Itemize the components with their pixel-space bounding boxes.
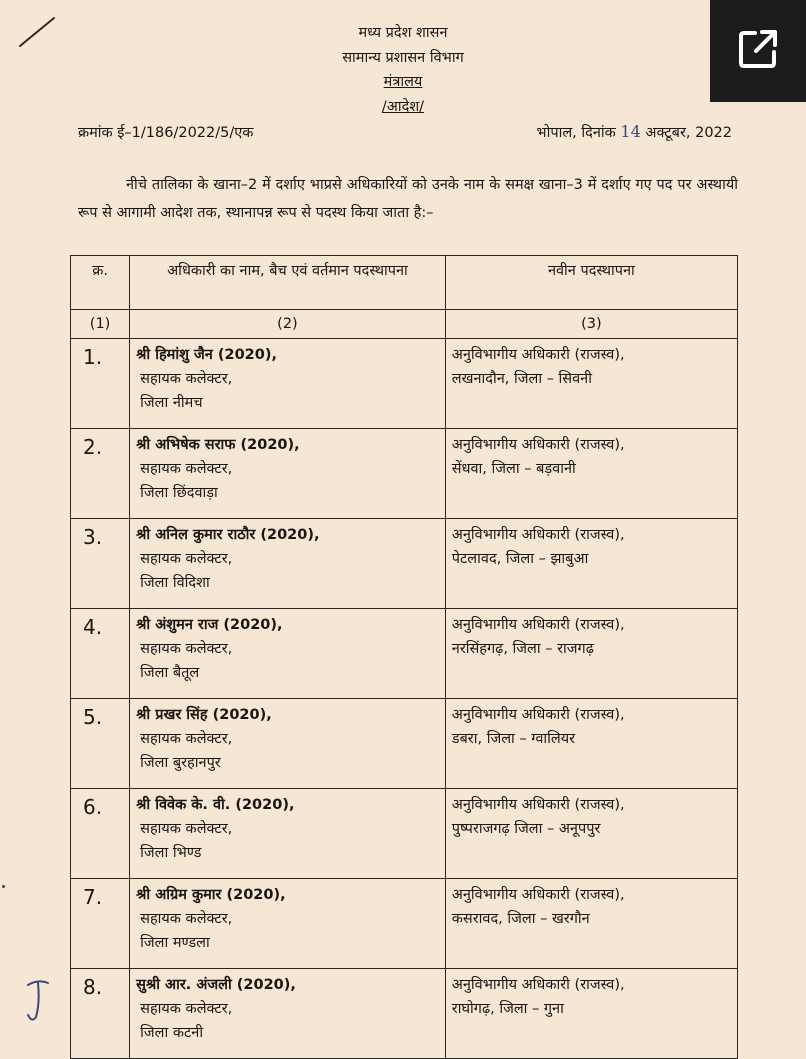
new-posting-cell <box>445 789 737 879</box>
row-serial: 4. <box>71 609 130 699</box>
new-posting-cell <box>445 429 737 519</box>
officer-district: जिला मण्डला <box>140 935 210 951</box>
table-row <box>71 339 738 429</box>
officer-district: जिला बुरहानपुर <box>140 755 221 771</box>
table-row <box>71 789 738 879</box>
new-location: पुष्पराजगढ़ जिला – अनूपपुर <box>451 821 601 837</box>
officer-designation: सहायक कलेक्टर, <box>140 911 233 927</box>
col-number-2: (2) <box>130 310 446 339</box>
header-serial: क्र. <box>71 256 130 310</box>
officer-designation: सहायक कलेक्टर, <box>140 821 233 837</box>
officer-district: जिला भिण्ड <box>140 845 202 861</box>
new-posting-cell <box>445 609 737 699</box>
officer-district: जिला विदिशा <box>140 575 210 591</box>
officer-name: श्री प्रखर सिंह (2020), <box>136 707 272 723</box>
officer-name: श्री अग्रिम कुमार (2020), <box>136 887 286 903</box>
date-month-year: अक्टूबर, 2022 <box>645 125 732 141</box>
row-serial: 3. <box>71 519 130 609</box>
row-serial: 8. <box>71 969 130 1059</box>
new-post: अनुविभागीय अधिकारी (राजस्व), <box>451 527 625 543</box>
order-date <box>536 122 732 142</box>
officer-cell <box>130 339 446 429</box>
handwritten-initial <box>24 975 54 1028</box>
new-posting-cell <box>445 339 737 429</box>
margin-dot <box>2 885 5 888</box>
new-post: अनुविभागीय अधिकारी (राजस्व), <box>451 977 625 993</box>
header-department: सामान्य प्रशासन विभाग <box>342 50 464 66</box>
new-location: पेटलावद, जिला – झाबुआ <box>451 551 589 567</box>
table-header-row <box>71 256 738 310</box>
new-post: अनुविभागीय अधिकारी (राजस्व), <box>451 707 625 723</box>
table-row <box>71 969 738 1059</box>
officer-designation: सहायक कलेक्टर, <box>140 1001 233 1017</box>
officer-name: श्री हिमांशु जैन (2020), <box>136 347 277 363</box>
new-location: लखनादौन, जिला – सिवनी <box>451 371 592 387</box>
row-serial: 6. <box>71 789 130 879</box>
header-officer: अधिकारी का नाम, बैच एवं वर्तमान पदस्थापना <box>130 256 446 310</box>
new-posting-cell <box>445 879 737 969</box>
open-external-button[interactable] <box>710 0 806 102</box>
officer-name: श्री अभिषेक सराफ (2020), <box>136 437 300 453</box>
new-post: अनुविभागीय अधिकारी (राजस्व), <box>451 617 625 633</box>
table-row <box>71 429 738 519</box>
officer-name: श्री अंशुमन राज (2020), <box>136 617 283 633</box>
header-ministry: मंत्रालय <box>383 74 423 90</box>
new-location: सेंधवा, जिला – बड़वानी <box>451 461 576 477</box>
header-new-posting: नवीन पदस्थापना <box>445 256 737 310</box>
officer-district: जिला बैतूल <box>140 665 200 681</box>
table-row <box>71 879 738 969</box>
col-number-1: (1) <box>71 310 130 339</box>
new-post: अनुविभागीय अधिकारी (राजस्व), <box>451 887 625 903</box>
table-row <box>71 519 738 609</box>
row-serial: 1. <box>71 339 130 429</box>
column-number-row <box>71 310 738 339</box>
intro-text: नीचे तालिका के खाना–2 में दर्शाए भाप्रसे अधिकारियों को उनके नाम के समक्ष खाना–3 में दर्शाए गए पद पर अस्थायी रूप से आगामी आदेश तक, स्थानापन्न रूप से पदस्थ किया जाता है:– <box>78 177 738 221</box>
officer-name: श्री विवेक के. वी. (2020), <box>136 797 295 813</box>
officer-cell <box>130 519 446 609</box>
posting-table <box>70 255 738 1059</box>
new-post: अनुविभागीय अधिकारी (राजस्व), <box>451 347 625 363</box>
officer-name: श्री अनिल कुमार राठौर (2020), <box>136 527 320 543</box>
new-posting-cell <box>445 519 737 609</box>
new-post: अनुविभागीय अधिकारी (राजस्व), <box>451 437 625 453</box>
officer-designation: सहायक कलेक्टर, <box>140 461 233 477</box>
officer-designation: सहायक कलेक्टर, <box>140 371 233 387</box>
officer-cell <box>130 609 446 699</box>
new-location: राघोगढ़, जिला – गुना <box>451 1001 564 1017</box>
officer-name: सुश्री आर. अंजली (2020), <box>136 977 296 993</box>
row-serial: 5. <box>71 699 130 789</box>
order-number: क्रमांक ई–1/186/2022/5/एक <box>78 125 254 141</box>
header-government: मध्य प्रदेश शासन <box>358 25 448 41</box>
officer-cell <box>130 429 446 519</box>
col-number-3: (3) <box>445 310 737 339</box>
table-row <box>71 699 738 789</box>
officer-cell <box>130 969 446 1059</box>
date-prefix: भोपाल, दिनांक <box>536 125 616 141</box>
header-order: /आदेश/ <box>381 99 425 115</box>
officer-cell <box>130 789 446 879</box>
table-row <box>71 609 738 699</box>
new-location: नरसिंहगढ़, जिला – राजगढ़ <box>451 641 594 657</box>
officer-designation: सहायक कलेक्टर, <box>140 551 233 567</box>
new-post: अनुविभागीय अधिकारी (राजस्व), <box>451 797 625 813</box>
new-posting-cell <box>445 699 737 789</box>
new-location: कसरावद, जिला – खरगौन <box>451 911 590 927</box>
row-serial: 7. <box>71 879 130 969</box>
officer-district: जिला नीमच <box>140 395 203 411</box>
officer-cell <box>130 879 446 969</box>
officer-district: जिला छिंदवाड़ा <box>140 485 218 501</box>
new-location: डबरा, जिला – ग्वालियर <box>451 731 576 747</box>
open-external-icon <box>736 27 780 75</box>
officer-district: जिला कटनी <box>140 1025 204 1041</box>
officer-designation: सहायक कलेक्टर, <box>140 641 233 657</box>
officer-designation: सहायक कलेक्टर, <box>140 731 233 747</box>
intro-paragraph <box>78 171 738 227</box>
new-posting-cell <box>445 969 737 1059</box>
row-serial: 2. <box>71 429 130 519</box>
table-body <box>71 339 738 1059</box>
officer-cell <box>130 699 446 789</box>
date-day: 14 <box>620 122 641 141</box>
